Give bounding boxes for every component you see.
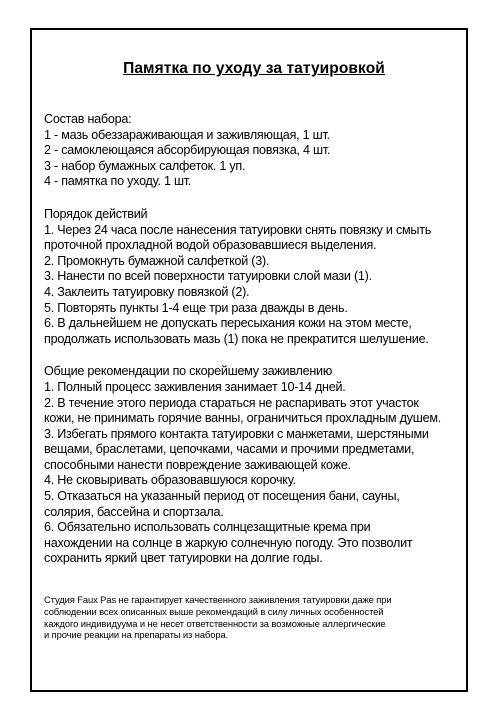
recommendation-line: способными нанести повреждение заживающей коже. xyxy=(44,457,351,472)
recommendation-line: 6. Обязательно использовать солнцезащитные крема при xyxy=(44,520,371,535)
recommendation-line: 3. Избегать прямого контакта татуировки с манжетами, шерстяными xyxy=(44,426,429,441)
recommendation-line: нахождении на солнце в жаркую солнечную погоду. Это позволит xyxy=(44,535,413,550)
procedure-line: 4. Заклеить татуировку повязкой (2). xyxy=(44,284,250,299)
kit-section xyxy=(44,112,464,190)
recommendations-heading: Общие рекомендации по скорейшему заживлению xyxy=(44,364,333,379)
recommendation-line: солярия, бассейна и спортзала. xyxy=(44,504,224,519)
kit-item: 1 - мазь обеззараживающая и заживляющая, 1 шт. xyxy=(44,127,330,142)
procedure-heading: Порядок действий xyxy=(44,206,148,221)
procedure-line: 1. Через 24 часа после нанесения татуировки снять повязку и смыть xyxy=(44,222,432,237)
procedure-line: 6. В дальнейшем не допускать пересыхания кожи на этом месте, xyxy=(44,316,412,331)
kit-item: 4 - памятка по уходу. 1 шт. xyxy=(44,174,192,189)
disclaimer-line: и прочие реакции на препараты из набора. xyxy=(44,629,229,641)
recommendations-section xyxy=(44,364,464,567)
kit-item: 3 - набор бумажных салфеток. 1 уп. xyxy=(44,158,246,173)
recommendation-line: вещами, браслетами, цепочками, часами и прочими предметами, xyxy=(44,442,415,457)
recommendation-line: сохранить яркий цвет татуировки на долгие годы. xyxy=(44,551,323,566)
recommendation-line: кожи, не принимать горячие ванны, ограничиться прохладным душем. xyxy=(44,411,441,426)
procedure-line: 5. Повторять пункты 1-4 еще три раза дважды в день. xyxy=(44,300,348,315)
procedure-section xyxy=(44,207,464,347)
memo-document xyxy=(44,60,464,641)
recommendation-line: 2. В течение этого периода стараться не распаривать этот участок xyxy=(44,395,419,410)
procedure-line: продолжать использовать мазь (1) пока не прекратится шелушение. xyxy=(44,331,429,346)
procedure-line: проточной прохладной водой образовавшиеся выделения. xyxy=(44,238,377,253)
recommendation-line: 1. Полный процесс заживления занимает 10-14 дней. xyxy=(44,379,346,394)
disclaimer xyxy=(44,594,464,641)
disclaimer-line: соблюдении всех описанных выше рекомендаций в силу личных особенностей xyxy=(44,605,384,617)
procedure-line: 2. Промокнуть бумажной салфеткой (3). xyxy=(44,253,270,268)
page-title: Памятка по уходу за татуировкой xyxy=(123,60,385,77)
disclaimer-line: Студия Faux Pas не гарантирует качественного заживления татуировки даже при xyxy=(44,594,392,606)
recommendation-line: 4. Не сковыривать образовавшуюся корочку. xyxy=(44,473,296,488)
kit-item: 2 - самоклеющаяся абсорбирующая повязка, 4 шт. xyxy=(44,143,331,158)
procedure-line: 3. Нанести по всей поверхности татуировки слой мази (1). xyxy=(44,269,372,284)
kit-heading: Состав набора: xyxy=(44,112,132,126)
disclaimer-line: каждого индивидуума и не несет ответственности за возможные аллергические xyxy=(44,617,386,629)
recommendation-line: 5. Отказаться на указанный период от посещения бани, сауны, xyxy=(44,489,400,504)
